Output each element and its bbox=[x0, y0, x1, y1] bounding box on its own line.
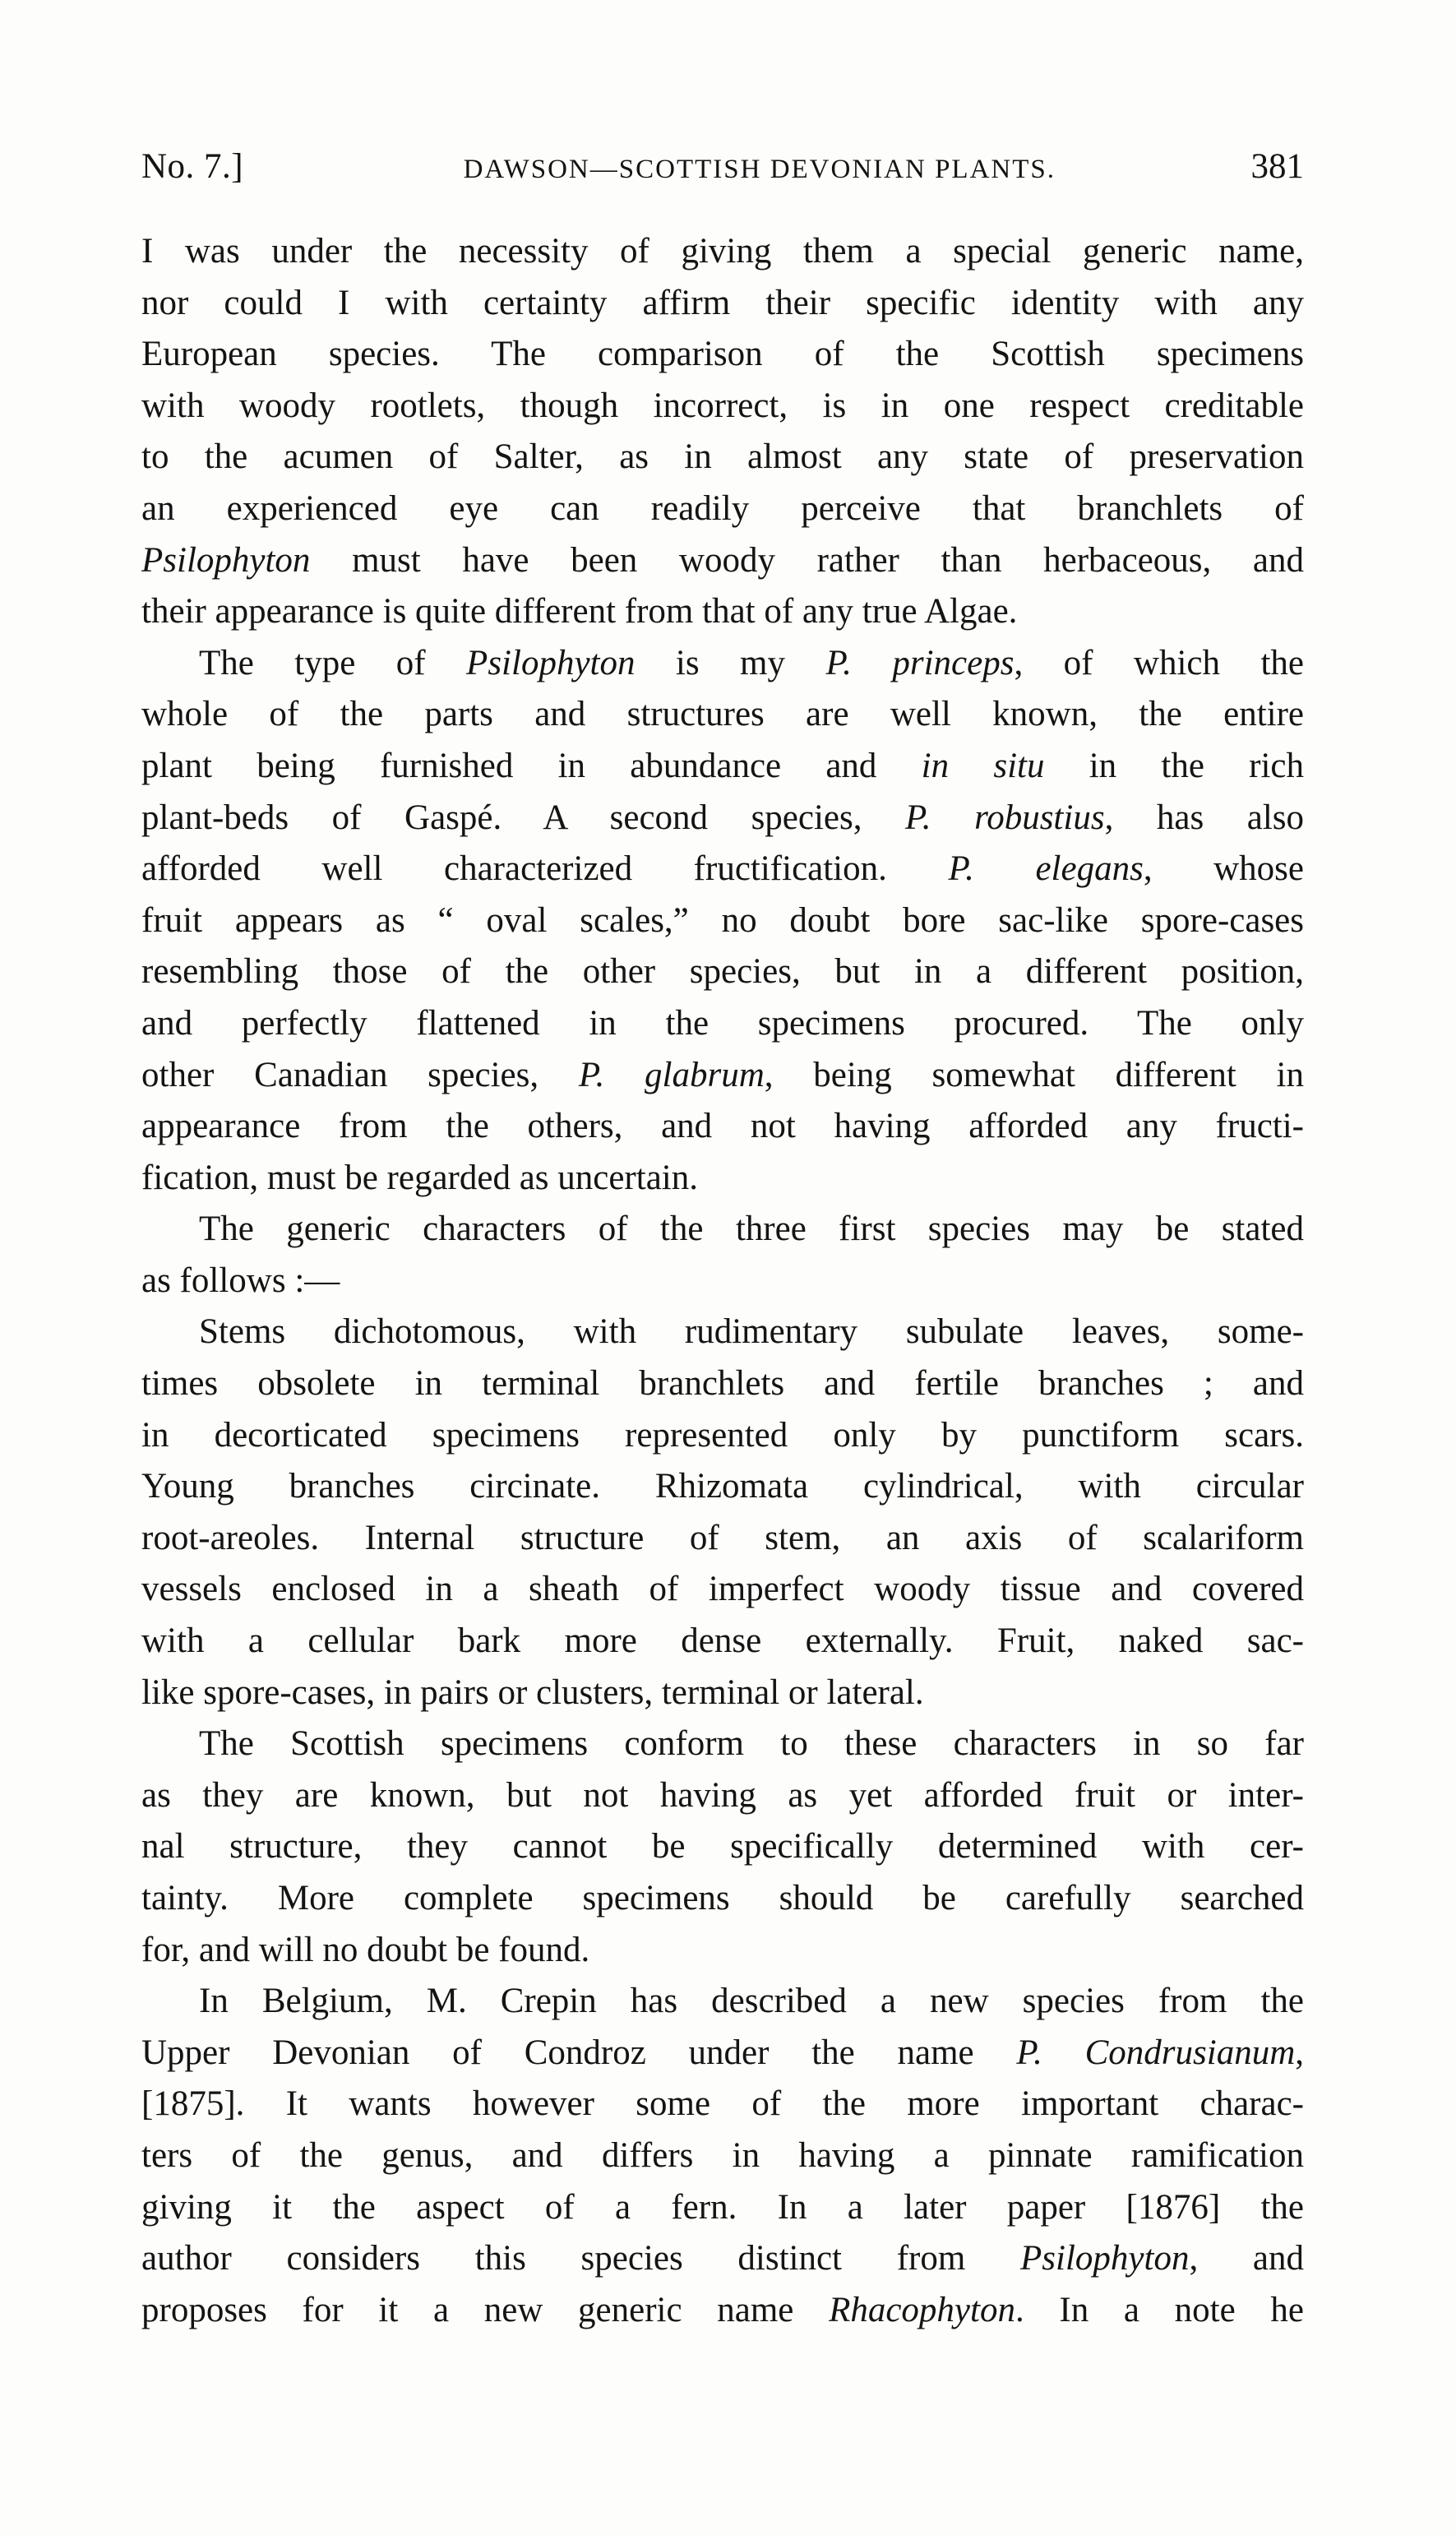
text-line: their appearance is quite different from that of any true Algae. bbox=[141, 592, 1018, 631]
text-line: Psilophyton must have been woody rather than herbaceous, and bbox=[141, 540, 1304, 580]
text-line: Stems dichotomous, with rudimentary subulate leaves, some- bbox=[199, 1312, 1304, 1352]
text-line: fruit appears as “ oval scales,” no doubt bore sac-like spore-cases bbox=[141, 900, 1304, 940]
text-line: in decorticated specimens represented only by punctiform scars. bbox=[141, 1415, 1304, 1455]
text-line: like spore-cases, in pairs or clusters, terminal or lateral. bbox=[141, 1672, 924, 1712]
text-line: tainty. More complete specimens should be carefully searched bbox=[141, 1879, 1304, 1917]
text-line: appearance from the others, and not having afforded any fructi- bbox=[141, 1107, 1304, 1146]
text-line: proposes for it a new generic name Rhacophyton. In a note he bbox=[141, 2290, 1304, 2329]
text-line: nor could I with certainty affirm their specific identity with any bbox=[141, 283, 1304, 322]
text-line: ters of the genus, and differs in having a pinnate ramification bbox=[141, 2135, 1304, 2175]
text-line: resembling those of the other species, but in a different position, bbox=[141, 952, 1304, 992]
text-line: times obsolete in terminal branchlets and fertile branches ; and bbox=[141, 1364, 1304, 1404]
text-line: European species. The comparison of the Scottish specimens bbox=[141, 335, 1304, 374]
text-line: nal structure, they cannot be specifically determined with cer- bbox=[141, 1827, 1304, 1867]
text-line: I was under the necessity of giving them a special generic name, bbox=[141, 232, 1304, 271]
text-line: as follows :— bbox=[141, 1261, 340, 1300]
text-line: [1875]. It wants however some of the more important charac- bbox=[141, 2084, 1304, 2124]
running-header bbox=[141, 146, 1304, 196]
text-line: with woody rootlets, though incorrect, is in one respect creditable bbox=[141, 386, 1304, 425]
text-line: fication, must be regarded as uncertain. bbox=[141, 1158, 698, 1197]
text-line: other Canadian species, P. glabrum, being somewhat different in bbox=[141, 1055, 1305, 1094]
text-line: author considers this species distinct from Psilophyton, and bbox=[141, 2239, 1304, 2278]
text-line: The Scottish specimens conform to these characters in so far bbox=[199, 1724, 1304, 1764]
text-line: whole of the parts and structures are well known, the entire bbox=[141, 695, 1304, 734]
text-line: as they are known, but not having as yet afforded fruit or inter- bbox=[141, 1775, 1304, 1815]
text-line: root-areoles. Internal structure of stem, an axis of scalariform bbox=[141, 1518, 1304, 1557]
text-line: The type of Psilophyton is my P. princeps, of which the bbox=[199, 643, 1304, 682]
running-title: DAWSON—SCOTTISH DEVONIAN PLANTS. bbox=[463, 155, 1056, 184]
text-line: Young branches circinate. Rhizomata cylindrical, with circular bbox=[141, 1467, 1304, 1506]
text-line: plant being furnished in abundance and in situ in the rich bbox=[141, 746, 1304, 785]
text-line: giving it the aspect of a fern. In a later paper [1876] the bbox=[141, 2187, 1304, 2227]
text-line: for, and will no doubt be found. bbox=[141, 1930, 590, 1969]
journal-number: No. 7.] bbox=[141, 147, 244, 186]
text-line: afforded well characterized fructification. P. elegans, whose bbox=[141, 849, 1305, 889]
text-line: an experienced eye can readily perceive that branchlets of bbox=[141, 488, 1304, 528]
text-line: to the acumen of Salter, as in almost any state of preservation bbox=[141, 437, 1304, 477]
body-text bbox=[141, 226, 1304, 2336]
text-line: plant-beds of Gaspé. A second species, P. robustius, has also bbox=[141, 798, 1305, 837]
text-line: Upper Devonian of Condroz under the name P. Condrusianum, bbox=[141, 2033, 1305, 2072]
text-line: with a cellular bark more dense externally. Fruit, naked sac- bbox=[141, 1621, 1304, 1661]
text-line: vessels enclosed in a sheath of imperfect woody tissue and covered bbox=[141, 1570, 1304, 1609]
text-line: In Belgium, M. Crepin has described a new species from the bbox=[199, 1982, 1304, 2021]
text-line: and perfectly flattened in the specimens procured. The only bbox=[141, 1003, 1304, 1043]
text-line: The generic characters of the three first species may be stated bbox=[199, 1210, 1304, 1249]
page-number: 381 bbox=[1250, 147, 1304, 186]
